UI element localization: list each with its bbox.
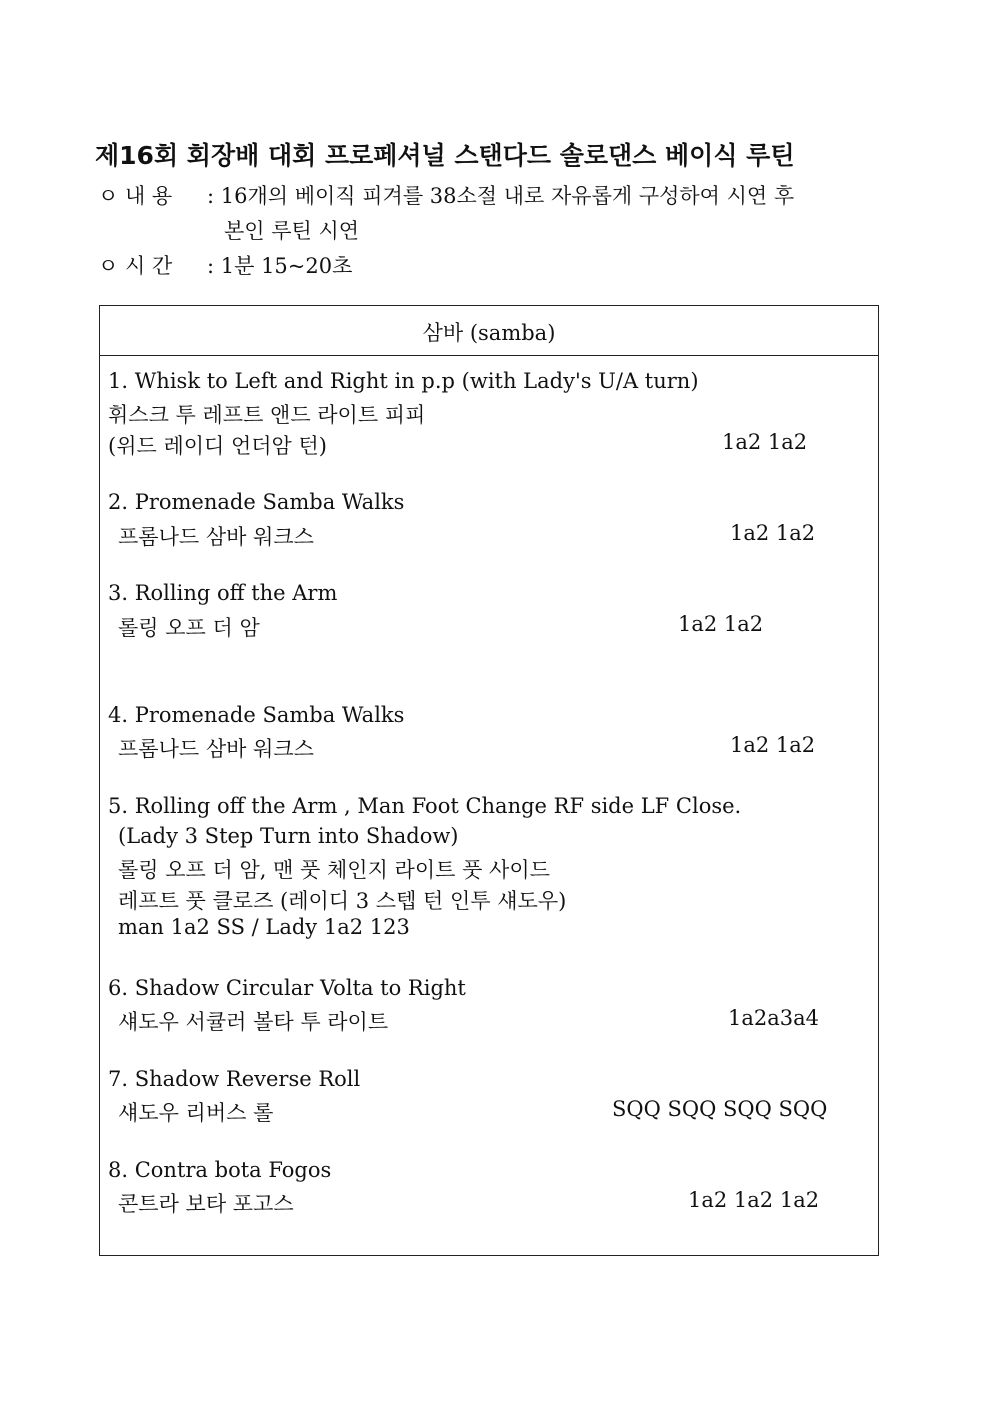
- content-text-2: 본인 루틴 시연: [224, 219, 360, 243]
- item-5-line-3: 롤링 오프 더 암, 맨 풋 체인지 라이트 풋 사이드: [118, 858, 550, 882]
- time-text: : 1분 15~20초: [207, 254, 353, 278]
- item-1-ko-2: (위드 레이디 언더암 턴): [108, 434, 327, 458]
- item-5-line-4: 레프트 풋 클로즈 (레이디 3 스텝 턴 인투 섀도우): [118, 889, 567, 913]
- item-3-ko: 롤링 오프 더 암: [118, 616, 260, 640]
- item-1-ko: 휘스크 투 레프트 앤드 라이트 피피: [108, 403, 426, 427]
- item-8-count: 1a2 1a2 1a2: [688, 1188, 820, 1212]
- item-2-ko: 프롬나드 삼바 워크스: [118, 525, 314, 549]
- item-6-en: 6. Shadow Circular Volta to Right: [108, 976, 466, 1000]
- item-7-ko: 섀도우 리버스 롤: [118, 1101, 274, 1125]
- item-4-ko: 프롬나드 삼바 워크스: [118, 737, 314, 761]
- item-5-en: 5. Rolling off the Arm , Man Foot Change RF side LF Close.: [108, 794, 742, 818]
- item-7-en: 7. Shadow Reverse Roll: [108, 1067, 361, 1091]
- item-4-en: 4. Promenade Samba Walks: [108, 703, 405, 727]
- item-8-ko: 콘트라 보타 포고스: [118, 1192, 294, 1216]
- content-text-1: : 16개의 베이직 피겨를 38소절 내로 자유롭게 구성하여 시연 후: [207, 184, 795, 208]
- time-label: ㅇ 시 간: [98, 254, 173, 278]
- item-8-en: 8. Contra bota Fogos: [108, 1158, 332, 1182]
- routine-table: [99, 305, 879, 1256]
- item-2-count: 1a2 1a2: [730, 521, 816, 545]
- item-1-count: 1a2 1a2: [722, 430, 808, 454]
- item-2-en: 2. Promenade Samba Walks: [108, 490, 405, 514]
- item-3-count: 1a2 1a2: [678, 612, 764, 636]
- page-title: 제16회 회장배 대회 프로페셔널 스탠다드 솔로댄스 베이식 루틴: [95, 141, 795, 170]
- item-6-ko: 섀도우 서큘러 볼타 투 라이트: [118, 1010, 389, 1034]
- table-header-text: 삼바 (samba): [422, 321, 556, 345]
- item-5-line-5: man 1a2 SS / Lady 1a2 123: [118, 915, 410, 939]
- item-3-en: 3. Rolling off the Arm: [108, 581, 338, 605]
- item-7-count: SQQ SQQ SQQ SQQ: [612, 1097, 828, 1121]
- content-label: ㅇ 내 용: [98, 184, 173, 208]
- item-6-count: 1a2a3a4: [728, 1006, 820, 1030]
- item-5-line-2: (Lady 3 Step Turn into Shadow): [118, 824, 459, 848]
- item-1-en: 1. Whisk to Left and Right in p.p (with Lady's U/A turn): [108, 369, 699, 393]
- item-4-count: 1a2 1a2: [730, 733, 816, 757]
- table-header: [100, 306, 878, 356]
